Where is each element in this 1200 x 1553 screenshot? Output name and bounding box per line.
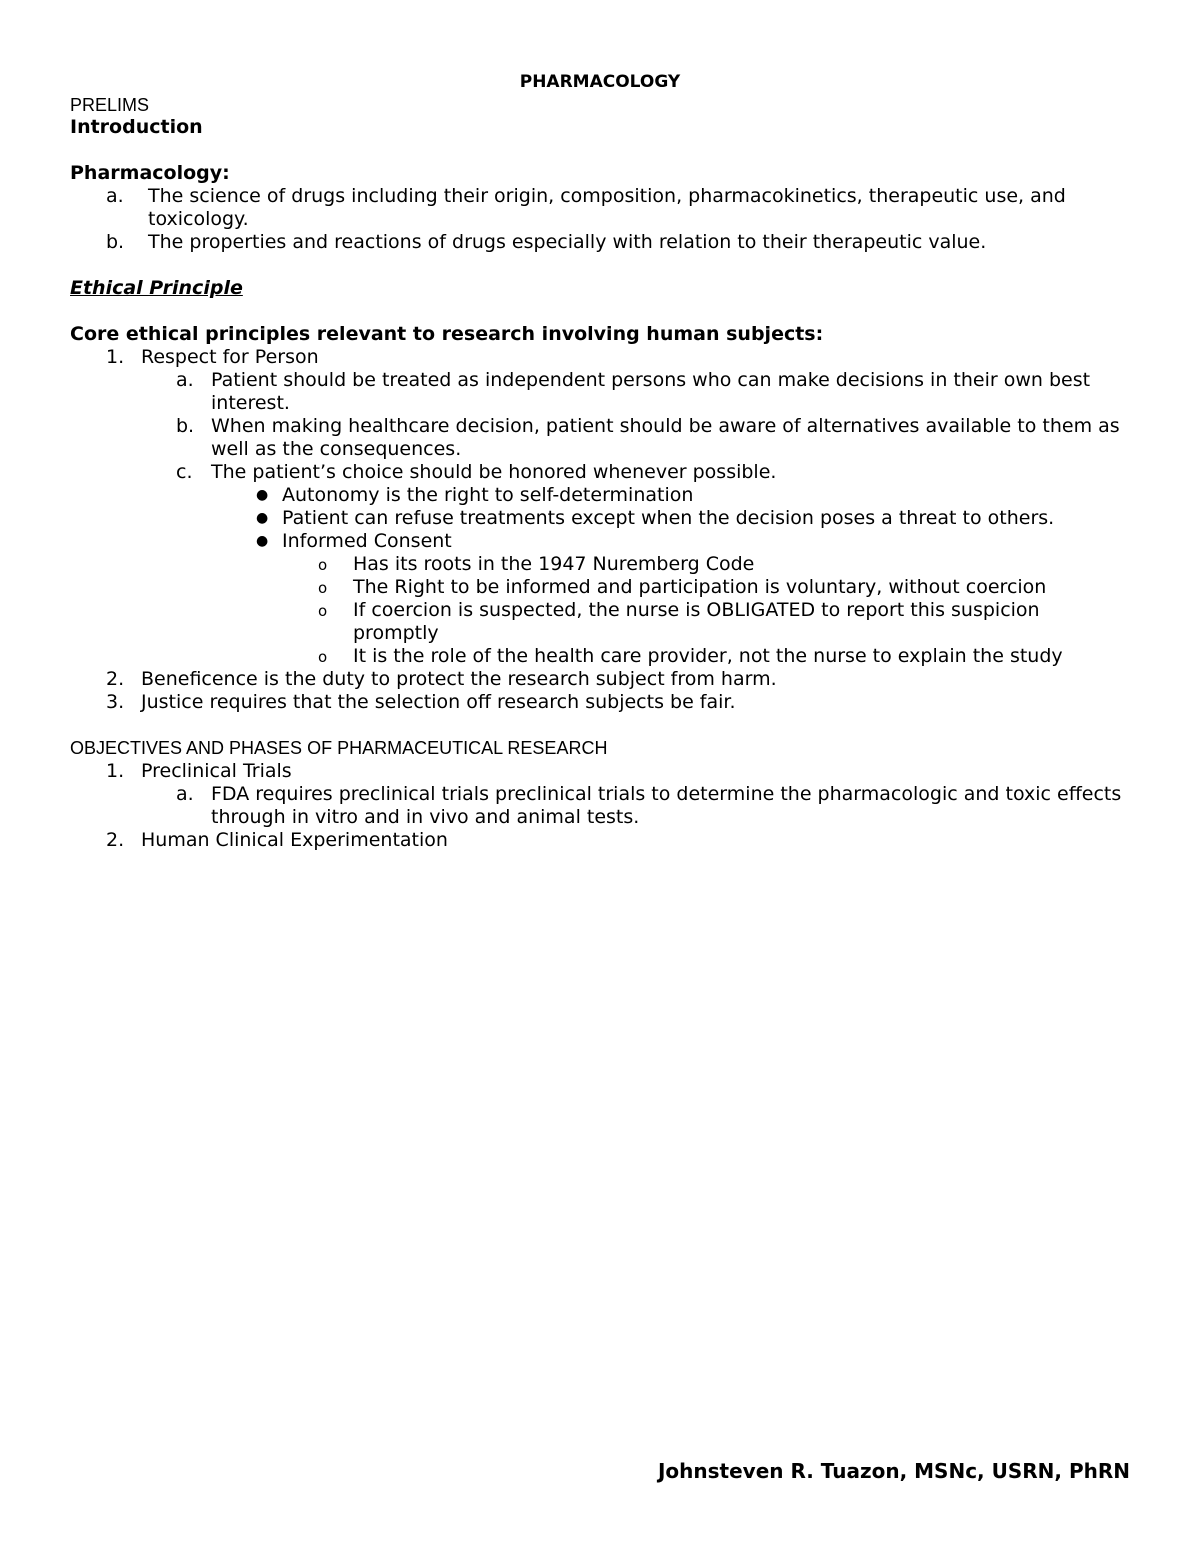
ethics-subitem-b (70, 415, 1130, 461)
consent-point-text: The Right to be informed and participation is voluntary, without coercion (353, 576, 1047, 598)
list-marker: 1. (106, 760, 125, 782)
bullet-text: Autonomy is the right to self-determination (282, 484, 694, 506)
list-marker: 3. (106, 691, 125, 713)
circle-bullet-icon: o (318, 648, 328, 666)
ethics-item-text: Justice requires that the selection off research subjects be fair. (141, 691, 736, 713)
ethics-subitem-text: When making healthcare decision, patient should be aware of alternatives available to them as well as the consequences. (211, 415, 1120, 460)
bullet-icon: ● (256, 487, 269, 503)
intro-heading: Introduction (70, 116, 203, 138)
objectives-subitem-text: FDA requires preclinical trials preclinical trials to determine the pharmacologic and toxic effects through in vitro and in vivo and animal tests. (211, 783, 1122, 828)
objectives-heading: OBJECTIVES AND PHASES OF PHARMACEUTICAL RESEARCH (70, 738, 608, 758)
circle-bullet-icon: o (318, 602, 328, 620)
objectives-item-text: Human Clinical Experimentation (141, 829, 448, 851)
definition-text: The science of drugs including their origin, composition, pharmacokinetics, therapeutic use, and toxicology. (148, 185, 1066, 230)
definition-text: The properties and reactions of drugs especially with relation to their therapeutic value. (148, 231, 987, 253)
bullet-refuse-treatment (70, 507, 1130, 530)
consent-point-3 (70, 599, 1130, 645)
bullet-text: Patient can refuse treatments except when the decision poses a threat to others. (282, 507, 1055, 529)
list-marker: a. (176, 783, 194, 805)
document-title: PHARMACOLOGY (519, 72, 681, 92)
consent-point-text: Has its roots in the 1947 Nuremberg Code (353, 553, 755, 575)
bullet-text: Informed Consent (282, 530, 452, 552)
bullet-autonomy (70, 484, 1130, 507)
definition-item-a (70, 185, 1130, 231)
objectives-item-1 (70, 760, 1130, 783)
consent-point-text: It is the role of the health care provider, not the nurse to explain the study (353, 645, 1063, 667)
circle-bullet-icon: o (318, 579, 328, 597)
ethics-item-text: Beneficence is the duty to protect the research subject from harm. (141, 668, 777, 690)
list-marker: a. (106, 185, 124, 207)
list-marker: b. (106, 231, 125, 253)
list-marker: c. (176, 461, 193, 483)
document-page (70, 70, 1130, 852)
core-principles-heading: Core ethical principles relevant to research involving human subjects: (70, 323, 824, 345)
bullet-icon: ● (256, 510, 269, 526)
consent-point-4 (70, 645, 1130, 668)
bullet-informed-consent (70, 530, 1130, 553)
list-marker: 2. (106, 668, 125, 690)
list-marker: a. (176, 369, 194, 391)
ethics-subitem-text: The patient’s choice should be honored whenever possible. (211, 461, 777, 483)
ethics-subitem-a (70, 369, 1130, 415)
bullet-icon: ● (256, 533, 269, 549)
ethical-principle-heading: Ethical Principle (70, 277, 243, 299)
consent-point-2 (70, 576, 1130, 599)
ethics-item-text: Respect for Person (141, 346, 319, 368)
circle-bullet-icon: o (318, 556, 328, 574)
ethics-subitem-c (70, 461, 1130, 484)
list-marker: 1. (106, 346, 125, 368)
author-footer: Johnsteven R. Tuazon, MSNc, USRN, PhRN (657, 1459, 1130, 1483)
ethics-subitem-text: Patient should be treated as independent persons who can make decisions in their own best interest. (211, 369, 1091, 414)
consent-point-text: If coercion is suspected, the nurse is OBLIGATED to report this suspicion promptly (353, 599, 1040, 644)
ethics-item-3 (70, 691, 1130, 714)
objectives-item-text: Preclinical Trials (141, 760, 292, 782)
definition-heading: Pharmacology: (70, 162, 230, 184)
ethics-item-2 (70, 668, 1130, 691)
definition-item-b (70, 231, 1130, 254)
section-label: PRELIMS (70, 95, 150, 115)
list-marker: b. (176, 415, 195, 437)
objectives-subitem-a (70, 783, 1130, 829)
consent-point-1 (70, 553, 1130, 576)
objectives-item-2 (70, 829, 1130, 852)
list-marker: 2. (106, 829, 125, 851)
ethics-item-1 (70, 346, 1130, 369)
